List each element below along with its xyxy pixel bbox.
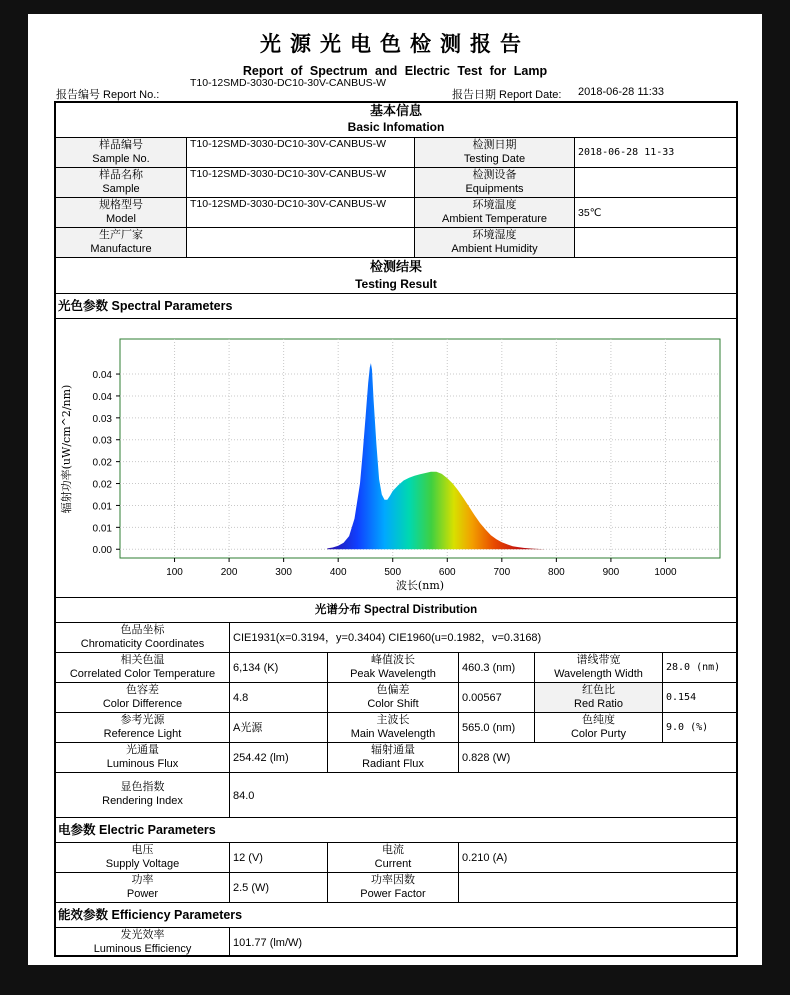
label-cn: 样品名称 <box>99 169 143 181</box>
label-en: Red Ratio <box>574 698 623 710</box>
report-title-en: Report of Spectrum and Electric Test for Lamp <box>242 64 548 78</box>
x-tick-label: 200 <box>220 567 238 578</box>
value: T10-12SMD-3030-DC10-30V-CANBUS-W <box>190 138 387 150</box>
value: 35℃ <box>578 207 602 219</box>
label-cn: 检测日期 <box>472 139 517 151</box>
y-tick-label: 0.01 <box>92 523 112 535</box>
report-sheet <box>28 14 762 965</box>
value: T10-12SMD-3030-DC10-30V-CANBUS-W <box>190 168 387 180</box>
label-cn: 峰值波长 <box>371 654 415 666</box>
label-cn: 电压 <box>131 844 154 856</box>
value: 0.828 (W) <box>462 752 511 764</box>
value: 0.210 (A) <box>462 852 508 864</box>
label-cn: 色品坐标 <box>120 624 165 636</box>
report-table <box>54 101 738 957</box>
efficiency-section-title <box>58 908 242 922</box>
y-tick-label: 0.03 <box>92 435 112 447</box>
label-en: Luminous Flux <box>106 758 179 770</box>
label-cn: 相关色温 <box>120 654 165 666</box>
report-title-cn: 光源光电色检测报告 <box>260 32 530 56</box>
label-en: Main Wavelength <box>350 728 436 740</box>
label-en: Color Difference <box>102 698 183 710</box>
label-en: Peak Wavelength <box>350 668 436 680</box>
label-cn: 参考光源 <box>120 714 165 726</box>
value: 2.5 (W) <box>233 882 270 894</box>
x-axis-label: 波长(nm) <box>395 579 445 592</box>
value: 0.00567 <box>462 692 502 704</box>
x-tick-label: 900 <box>602 567 620 578</box>
label-en: Chromaticity Coordinates <box>80 638 205 650</box>
electric-section-title <box>58 823 216 837</box>
basic-info-title-en: Basic Infomation <box>347 120 445 134</box>
label-en: Equipments <box>465 183 524 195</box>
label-en: Radiant Flux <box>362 758 424 770</box>
label-cn: 色偏差 <box>376 684 410 696</box>
report-date-value: 2018-06-28 11:33 <box>578 86 665 98</box>
value: 101.77 (lm/W) <box>233 937 303 949</box>
x-tick-label: 1000 <box>654 567 677 578</box>
label-en: Rendering Index <box>102 795 183 807</box>
label-cn: 环境湿度 <box>472 229 517 241</box>
value: 6,134 (K) <box>233 662 279 674</box>
label-cn: 环境温度 <box>472 199 517 211</box>
value: A光源 <box>233 722 263 734</box>
x-tick-label: 600 <box>438 567 456 578</box>
value: 9.0 (%) <box>666 722 709 733</box>
label-cn: 显色指数 <box>120 781 165 793</box>
spectrum-chart <box>56 319 736 597</box>
report-date-label: 报告日期 Report Date: <box>452 89 562 101</box>
label-en: Color Shift <box>367 698 419 710</box>
label-cn: 谱线带宽 <box>576 654 621 666</box>
label-cn: 检测设备 <box>472 169 517 181</box>
label-en: Color Purty <box>570 728 627 740</box>
label-en: Luminous Efficiency <box>93 943 192 955</box>
value: 12 (V) <box>233 852 263 864</box>
chromaticity-value: CIE1931(x=0.3194，y=0.3404) CIE1960(u=0.1982，v=0.3168) <box>233 632 542 644</box>
label-en: Manufacture <box>90 243 152 255</box>
label-en: Sample <box>102 183 140 195</box>
label-en: Supply Voltage <box>105 858 180 870</box>
spectral-distribution-title: 光谱分布 Spectral Distribution <box>314 604 478 616</box>
value: 28.0 (nm) <box>666 662 721 673</box>
report-no-value: T10-12SMD-3030-DC10-30V-CANBUS-W <box>190 77 387 89</box>
spectral-title-cn: 光色参数 <box>58 299 109 313</box>
label-cn: 电流 <box>382 844 404 856</box>
y-tick-label: 0.03 <box>92 413 112 425</box>
electric-title-en: Electric Parameters <box>99 823 216 837</box>
label-en: Power <box>126 888 159 900</box>
label-en: Model <box>106 213 136 225</box>
value: 0.154 <box>666 692 697 703</box>
label-cn: 发光效率 <box>120 929 165 941</box>
label-cn: 红色比 <box>582 684 615 696</box>
value: T10-12SMD-3030-DC10-30V-CANBUS-W <box>190 198 387 210</box>
y-tick-label: 0.04 <box>92 370 112 382</box>
label-en: Ambient Humidity <box>451 243 538 255</box>
electric-title-cn: 电参数 <box>58 823 96 837</box>
y-tick-label: 0.02 <box>92 457 112 469</box>
label-cn: 样品编号 <box>99 139 143 151</box>
x-tick-label: 700 <box>493 567 511 578</box>
x-tick-label: 400 <box>329 567 347 578</box>
label-cn: 生产厂家 <box>99 229 143 241</box>
label-en: Reference Light <box>103 728 182 740</box>
x-tick-label: 500 <box>384 567 402 578</box>
label-en: Sample No. <box>92 153 150 165</box>
label-en: Correlated Color Temperature <box>69 668 216 680</box>
y-tick-label: 0.01 <box>92 501 112 513</box>
label-cn: 主波长 <box>376 714 410 726</box>
value: 4.8 <box>233 692 249 704</box>
label-cn: 功率因数 <box>371 874 415 886</box>
value: 460.3 (nm) <box>462 662 516 674</box>
label-cn: 功率 <box>131 874 154 886</box>
label-cn: 辐射通量 <box>371 744 415 756</box>
label-cn: 光通量 <box>126 744 159 756</box>
x-tick-label: 300 <box>275 567 292 578</box>
y-tick-label: 0.02 <box>92 479 112 491</box>
y-tick-label: 0.00 <box>92 545 112 557</box>
y-tick-label: 0.04 <box>92 391 112 403</box>
value: 254.42 (lm) <box>233 752 289 764</box>
x-tick-label: 800 <box>548 567 565 578</box>
label-cn: 色纯度 <box>582 714 615 726</box>
label-en: Ambient Temperature <box>442 213 547 225</box>
value: 565.0 (nm) <box>462 722 516 734</box>
label-cn: 色容差 <box>126 684 159 696</box>
efficiency-title-en: Efficiency Parameters <box>111 908 243 922</box>
testing-result-title-en: Testing Result <box>355 277 437 291</box>
label-en: Testing Date <box>463 153 526 165</box>
label-cn: 规格型号 <box>99 199 143 211</box>
spectral-section-title <box>58 299 232 313</box>
testing-result-title-cn: 检测结果 <box>369 259 422 274</box>
basic-info-title-cn: 基本信息 <box>369 103 422 118</box>
value: 84.0 <box>233 790 255 802</box>
x-tick-label: 100 <box>166 567 183 578</box>
value: 2018-06-28 11-33 <box>578 147 675 158</box>
y-axis-label: 辐射功率(uW/cm^2/nm) <box>60 384 73 514</box>
efficiency-title-cn: 能效参数 <box>58 908 109 922</box>
label-en: Power Factor <box>360 888 426 900</box>
label-en: Wavelength Width <box>554 668 643 680</box>
label-en: Current <box>374 858 412 870</box>
report-no-label: 报告编号 Report No.: <box>56 89 160 101</box>
spectral-title-en: Spectral Parameters <box>111 299 233 313</box>
